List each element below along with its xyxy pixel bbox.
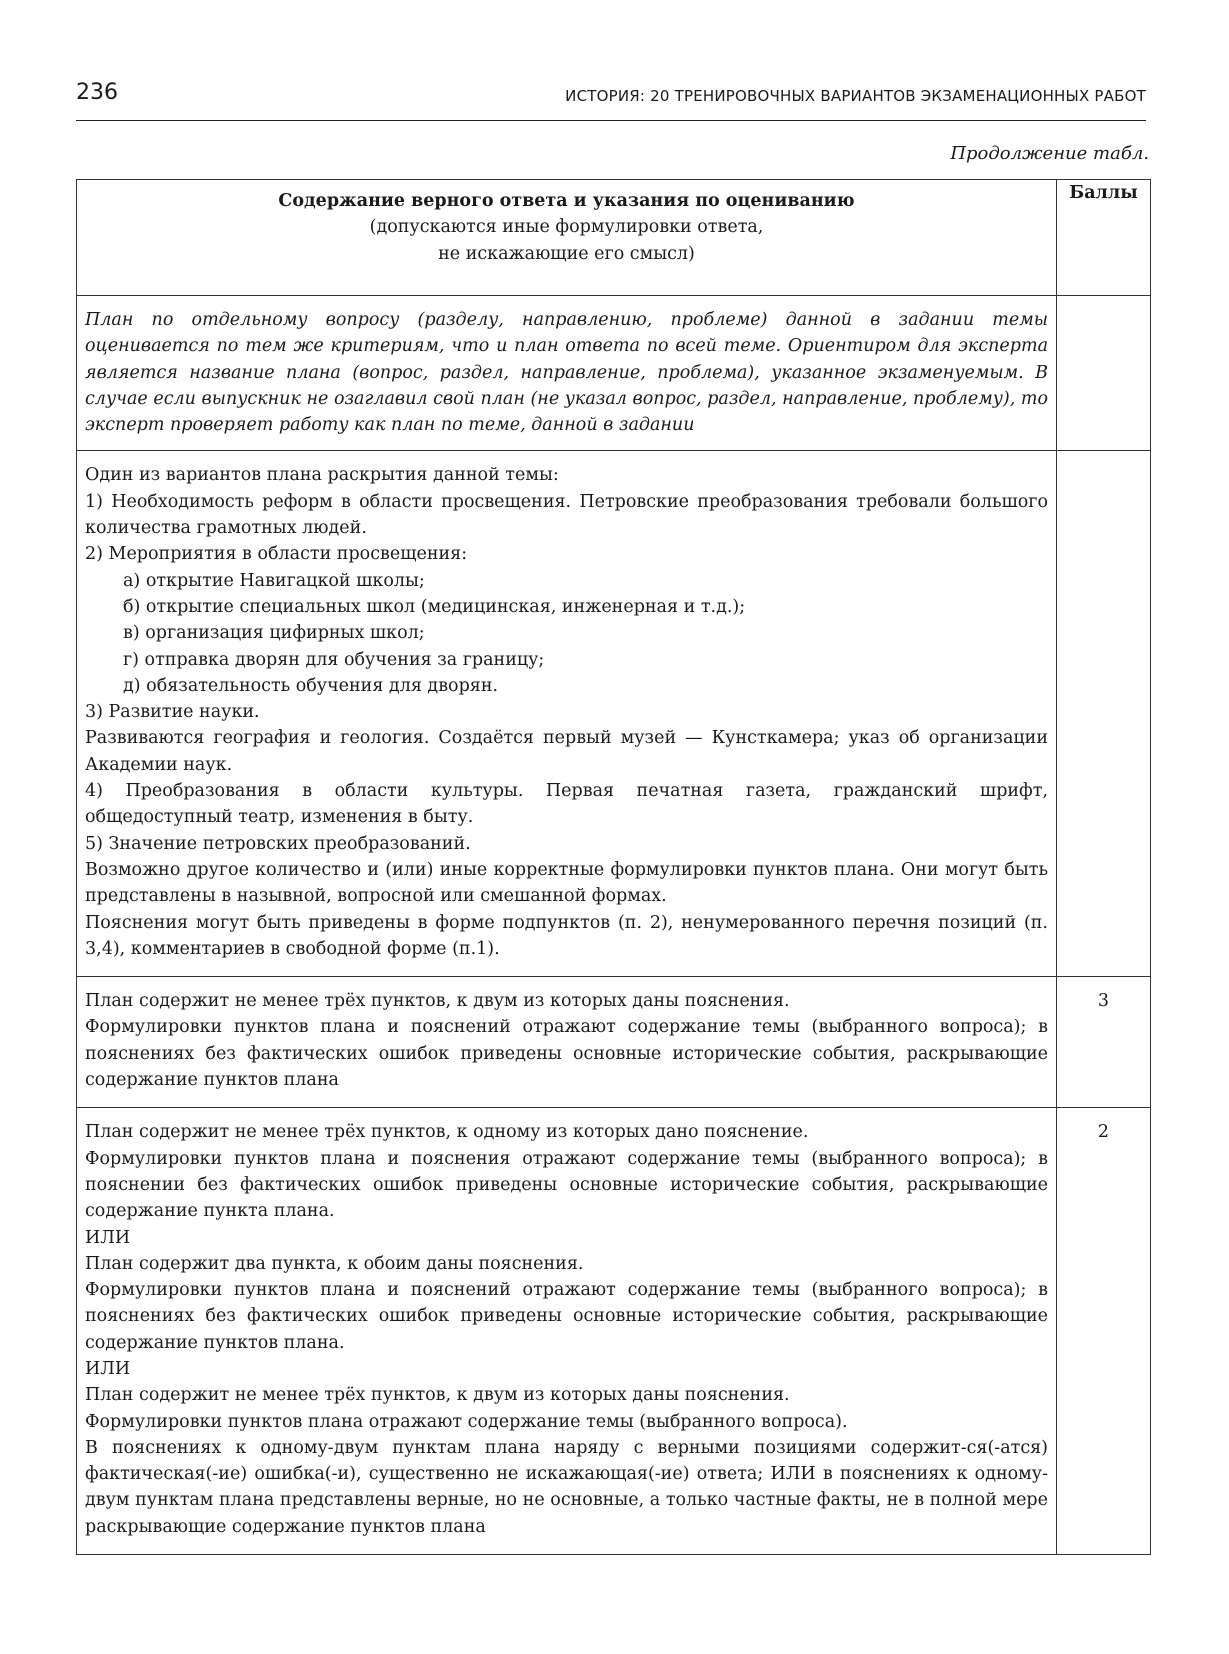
criteria-text: Формулировки пунктов плана и пояснений отражают содержание темы (выбранного вопроса); в пояснениях без фактических ошибок приведены основные исторические события, раскрывающие содержание пунктов плана. [85, 1280, 1048, 1353]
criteria-text: Формулировки пунктов плана и пояснения отражают содержание темы (выбранного вопроса); в пояснении без фактических ошибок приведены основные исторические события, раскрывающие содержание пункта плана. [85, 1148, 1048, 1222]
criteria-text: В пояснениях к одному-двум пунктам плана наряду с верными позициями содержит-ся(-атся) фактическая(-ие) ошибка(-и), существенно не искажающая(-ие) ответа; ИЛИ в пояснениях к одному-двум пунктам плана представлены верные, но не основные, а только частные факты, не в полной мере раскрывающие содержание пунктов плана [85, 1437, 1048, 1537]
empty-score-cell [1057, 451, 1151, 977]
plan-item: 2) Мероприятия в области просвещения: [85, 544, 468, 565]
running-title: ИСТОРИЯ: 20 ТРЕНИРОВОЧНЫХ ВАРИАНТОВ ЭКЗАМЕНАЦИОННЫХ РАБОТ [565, 87, 1146, 105]
table-continuation-label: Продолжение табл. [950, 143, 1149, 164]
plan-subitem: г) отправка дворян для обучения за границу; [123, 649, 545, 670]
criteria-cell [77, 977, 1057, 1108]
criteria-cell [77, 1108, 1057, 1555]
scoring-table [76, 179, 1151, 1555]
plan-item: 5) Значение петровских преобразований. [85, 833, 471, 854]
criteria-or: ИЛИ [85, 1358, 131, 1379]
criteria-or: ИЛИ [85, 1227, 131, 1248]
plan-subitem: б) открытие специальных школ (медицинская, инженерная и т.д.); [123, 596, 746, 617]
table-header-row [77, 180, 1151, 296]
criteria-text: План содержит два пункта, к обоим даны пояснения. [85, 1253, 584, 1274]
page-number: 236 [76, 80, 118, 105]
sample-plan-cell [77, 451, 1057, 977]
score-value: 3 [1057, 977, 1151, 1108]
empty-score-cell [1057, 296, 1151, 451]
sample-plan-row [77, 451, 1151, 977]
plan-item: 3) Развитие науки. [85, 702, 260, 723]
criteria-text: Формулировки пунктов плана и пояснений отражают содержание темы (выбранного вопроса); в пояснениях без фактических ошибок приведены основные исторические события, раскрывающие содержание пунктов плана [85, 1017, 1048, 1091]
criteria-text: План содержит не менее трёх пунктов, к двум из которых даны пояснения. [85, 1385, 790, 1406]
score-value: 2 [1057, 1108, 1151, 1555]
plan-item: 4) Преобразования в области культуры. Первая печатная газета, гражданский шрифт, общедоступный театр, изменения в быту. [85, 781, 1048, 828]
plan-note: Возможно другое количество и (или) иные корректные формулировки пунктов плана. Они могут быть представлены в назывной, вопросной или смешанной формах. [85, 859, 1048, 907]
header-score-cell: Баллы [1057, 180, 1151, 296]
header-content-title: Содержание верного ответа и указания по оцениванию [278, 191, 855, 211]
instruction-text: План по отдельному вопросу (разделу, направлению, проблеме) данной в задании темы оценивается по тем же критериям, что и план ответа по всей теме. Ориентиром для эксперта является название плана (вопрос, раздел, направление, проблема), указанное экзаменуемым. В случае если выпускник не озаглавил свой план (не указал вопрос, раздел, направление, проблему), то эксперт проверяет работу как план по теме, данной в задании [77, 296, 1057, 451]
criteria-text: Формулировки пунктов плана отражают содержание темы (выбранного вопроса). [85, 1411, 848, 1432]
header-content-note: не искажающие его смысл) [438, 243, 695, 264]
plan-subitem: а) открытие Навигацкой школы; [123, 570, 425, 591]
criteria-text: План содержит не менее трёх пунктов, к одному из которых дано пояснение. [85, 1122, 809, 1143]
header-content-cell [77, 180, 1057, 296]
plan-item-text: Развиваются география и геология. Создаётся первый музей — Кунсткамера; указ об организации Академии наук. [85, 728, 1048, 775]
plan-note: Пояснения могут быть приведены в форме подпунктов (п. 2), ненумерованного перечня позиций (п. 3,4), комментариев в свободной форме (п.1). [85, 912, 1048, 959]
page-header [76, 80, 1146, 121]
criteria-row-2 [77, 1108, 1151, 1555]
instruction-row [77, 296, 1151, 451]
plan-item: 1) Необходимость реформ в области просвещения. Петровские преобразования требовали большого количества грамотных людей. [85, 491, 1048, 539]
plan-subitem: в) организация цифирных школ; [123, 623, 425, 644]
criteria-text: План содержит не менее трёх пунктов, к двум из которых даны пояснения. [85, 991, 790, 1012]
criteria-row-3 [77, 977, 1151, 1108]
plan-subitem: д) обязательность обучения для дворян. [123, 675, 499, 696]
plan-intro: Один из вариантов плана раскрытия данной темы: [85, 465, 559, 486]
header-content-note: (допускаются иные формулировки ответа, [369, 217, 764, 238]
